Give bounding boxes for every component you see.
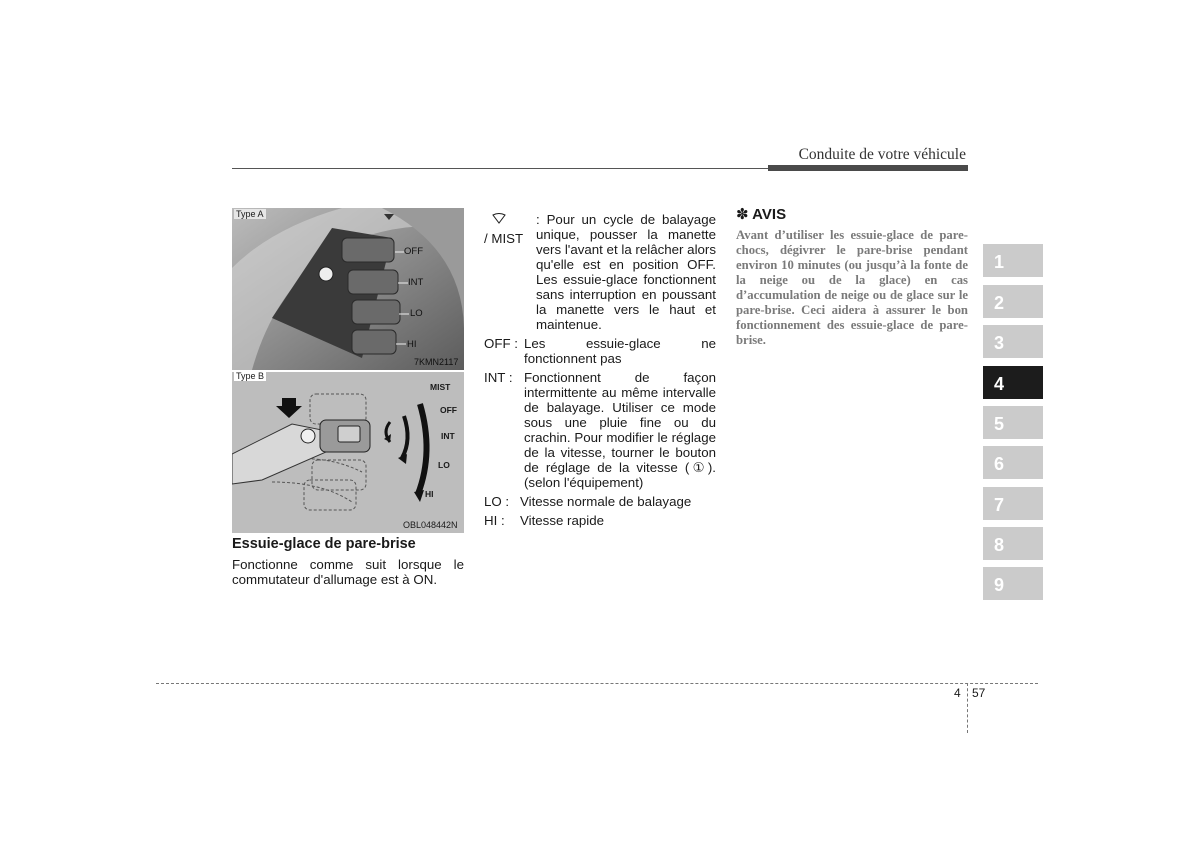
footer-rule xyxy=(156,683,1038,684)
wiper-stalk-photo xyxy=(232,208,464,370)
chapter-tab-9[interactable]: 9 xyxy=(983,567,1043,600)
mist-description: : Pour un cycle de balayage unique, pousser la manette vers l'avant et la relâcher alors qu'elle est en position OFF. Les essuie-glace fonctionnent sans interruption en poussant la manette vers le haut et maintenue. xyxy=(536,212,716,332)
label-hi: HI xyxy=(407,339,417,350)
definition-off xyxy=(484,336,716,366)
running-header: Conduite de votre véhicule xyxy=(798,146,966,163)
chapter-tab-8[interactable]: 8 xyxy=(983,527,1043,560)
label-int: INT xyxy=(408,277,424,288)
label-off: OFF xyxy=(404,246,423,257)
hi-description: Vitesse rapide xyxy=(520,513,605,528)
mist-term: / MIST xyxy=(484,231,524,246)
definition-hi xyxy=(484,513,716,528)
int-description: Fonctionnent de façon intermittente au même intervalle de balayage. Utiliser ce mode sous une pluie fine ou du crachin. Pour modifier le réglage de la vitesse, tourner le bouton de réglage de la vitesse (①). (selon l'équipement) xyxy=(524,370,716,490)
type-a-label: Type A xyxy=(236,209,264,219)
notice-title: ✽ AVIS xyxy=(736,206,787,223)
chapter-tab-1[interactable]: 1 xyxy=(983,244,1043,277)
notice-text: Avant d’utiliser les essuie-glace de pare-chocs, dégivrer le pare-brise pendant environ 10 minutes (ou jusqu’à la fonte de la neige ou de la glace) en cas d’accumulation de neige ou de glace sur le pare-brise. Ceci aidera à assurer le bon fonctionnement des essuie-glace de pare-brise. xyxy=(736,228,968,347)
mist-wiper-icon xyxy=(492,213,506,225)
definition-int xyxy=(484,370,716,490)
definition-lo xyxy=(484,494,716,509)
label-lo: LO xyxy=(438,460,450,470)
off-description: Les essuie-glace ne fonctionnent pas xyxy=(524,336,716,366)
page-number: 57 xyxy=(972,686,986,700)
header-bar xyxy=(768,165,968,171)
chapter-tab-3[interactable]: 3 xyxy=(983,325,1043,358)
figure-type-b xyxy=(232,372,464,533)
chapter-tab-7[interactable]: 7 xyxy=(983,487,1043,520)
lo-description: Vitesse normale de balayage xyxy=(520,494,692,509)
label-hi: HI xyxy=(425,489,434,499)
wiper-mode-definitions xyxy=(484,212,716,532)
lo-term: LO : xyxy=(484,494,510,509)
figure-b-code: OBL048442N xyxy=(403,520,458,530)
label-lo: LO xyxy=(410,308,423,319)
label-off: OFF xyxy=(440,405,457,415)
page-chapter-number: 4 xyxy=(954,686,961,700)
chapter-tab-4[interactable]: 4 xyxy=(983,366,1043,399)
hi-term: HI : xyxy=(484,513,505,528)
label-mist: MIST xyxy=(430,382,451,392)
figure-type-a xyxy=(232,208,464,370)
int-term: INT : xyxy=(484,370,513,385)
chapter-tab-2[interactable]: 2 xyxy=(983,285,1043,318)
figure-a-code: 7KMN2117 xyxy=(414,357,459,367)
type-b-label: Type B xyxy=(236,372,265,381)
definition-mist xyxy=(484,212,716,332)
wiper-stalk-diagram xyxy=(232,372,464,533)
chapter-tab-6[interactable]: 6 xyxy=(983,446,1043,479)
section-title: Essuie-glace de pare-brise xyxy=(232,536,416,552)
footer-divider xyxy=(967,683,968,733)
off-term: OFF : xyxy=(484,336,518,351)
chapter-tab-5[interactable]: 5 xyxy=(983,406,1043,439)
label-int: INT xyxy=(441,431,455,441)
section-text: Fonctionne comme suit lorsque le commutateur d'allumage est à ON. xyxy=(232,557,464,587)
